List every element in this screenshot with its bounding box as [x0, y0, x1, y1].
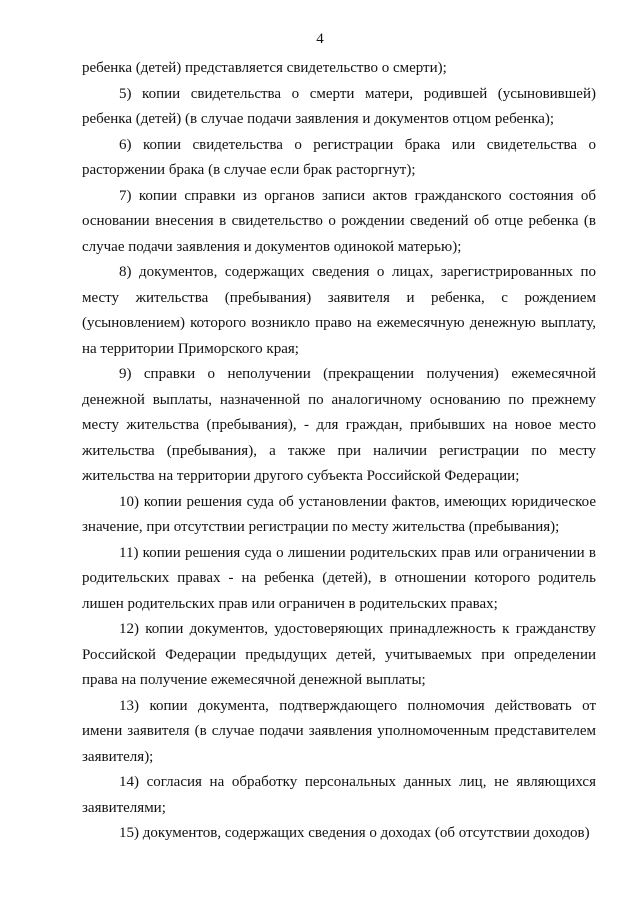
list-item-10: 10) копии решения суда об установлении фактов, имеющих юридическое значение, при отсутствии регистрации по месту жительства (пребывания); [82, 493, 596, 535]
document-body [82, 56, 596, 847]
list-item-5: 5) копии свидетельства о смерти матери, родившей (усыновившей) ребенка (детей) (в случае подачи заявления и документов отцом ребенка); [82, 85, 596, 127]
list-item-12: 12) копии документов, удостоверяющих принадлежность к гражданству Российской Федерации предыдущих детей, учитываемых при определении права на получение ежемесячной денежной выплаты; [82, 621, 596, 688]
list-item-6: 6) копии свидетельства о регистрации брака или свидетельства о расторжении брака (в случае если брак расторгнут); [82, 136, 596, 178]
list-item-8: 8) документов, содержащих сведения о лицах, зарегистрированных по месту жительства (пребывания) заявителя и ребенка, с рождением (усыновлением) которого возникло право на ежемесячную денежную выплату, на территории Приморского края; [82, 264, 596, 357]
list-item-11: 11) копии решения суда о лишении родительских прав или ограничении в родительских правах - на ребенка (детей), в отношении которого родитель лишен родительских прав или ограничен в родительских правах; [82, 544, 596, 612]
page-number: 4 [316, 31, 324, 47]
list-item-15: 15) документов, содержащих сведения о доходах (об отсутствии доходов) [119, 825, 590, 841]
list-item-13: 13) копии документа, подтверждающего полномочия действовать от имени заявителя (в случае подачи заявления уполномоченным представителем заявителя); [82, 697, 596, 765]
list-item-9: 9) справки о неполучении (прекращении получения) ежемесячной денежной выплаты, назначенной по аналогичному основанию по прежнему месту жительства (пребывания), - для граждан, прибывших на новое место жительства (пребывания), а также при наличии регистрации по месту жительства на территории другого субъекта Российской Федерации; [82, 366, 596, 484]
list-item-7: 7) копии справки из органов записи актов гражданского состояния об основании внесения в свидетельство о рождении сведений об отце ребенка (в случае подачи заявления и документов одинокой матерью); [82, 187, 596, 255]
paragraph-continuation: ребенка (детей) представляется свидетельство о смерти); [82, 60, 447, 76]
list-item-14: 14) согласия на обработку персональных данных лиц, не являющихся заявителями; [82, 774, 596, 816]
